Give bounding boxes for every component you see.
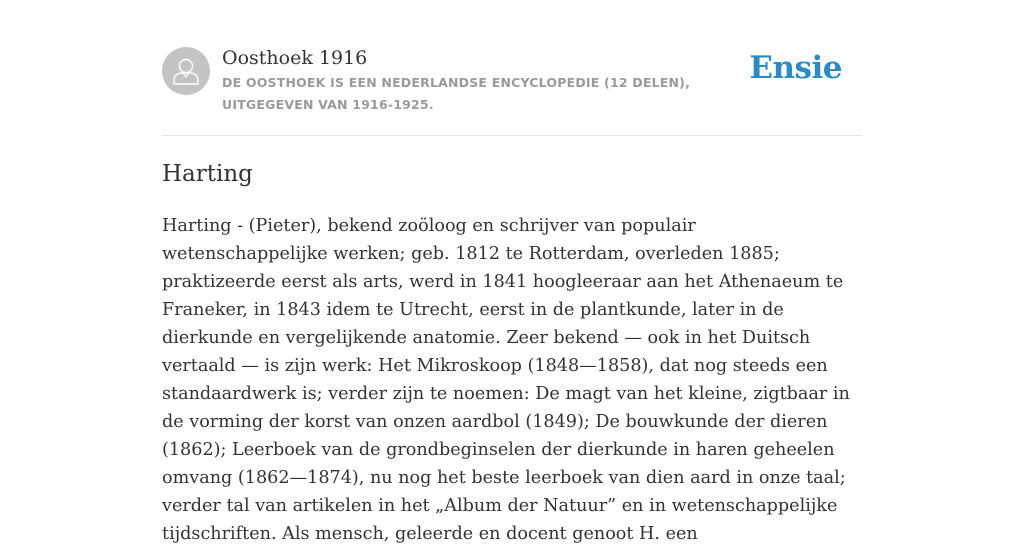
article-body: Harting - (Pieter), bekend zoöloog en schrijver van populair wetenschappelijke werken; geb. 1812 te Rotterdam, overleden 1885; praktizeerde eerst als arts, werd in 1841 hoogleeraar aan het Athenaeum te Franeker, in 1843 idem te Utrecht, eerst in de plantkunde, later in de dierkunde en vergelijkende anatomie. Zeer bekend — ook in het Duitsch vertaald — is zijn werk: Het Mikroskoop (1848—1858), dat nog steeds een standaardwerk is; verder zijn te noemen: De magt van het kleine, zigtbaar in de vorming der korst van onzen aardbol (1849); De bouwkunde der dieren (1862); Leerboek van de grondbeginselen der dierkunde in haren geheelen omvang (1862—1874), nu nog het beste leerboek van dien aard in onze taal; verder tal van artikelen in het „Album der Natuur” en in wetenschappelijke tijdschriften. Als mensch, geleerde en docent genoot H. een [162, 216, 850, 544]
source-title[interactable]: Oosthoek 1916 [222, 47, 368, 69]
source-header [162, 44, 862, 136]
source-description: DE OOSTHOEK IS EEN NEDERLANDSE ENCYCLOPEDIE (12 DELEN), UITGEGEVEN VAN 1916-1925. [222, 75, 691, 112]
user-outline-icon [162, 47, 210, 95]
source-avatar-icon[interactable] [162, 47, 210, 95]
ensie-logo[interactable]: Ensie [749, 50, 842, 86]
article-title: Harting [162, 161, 253, 187]
